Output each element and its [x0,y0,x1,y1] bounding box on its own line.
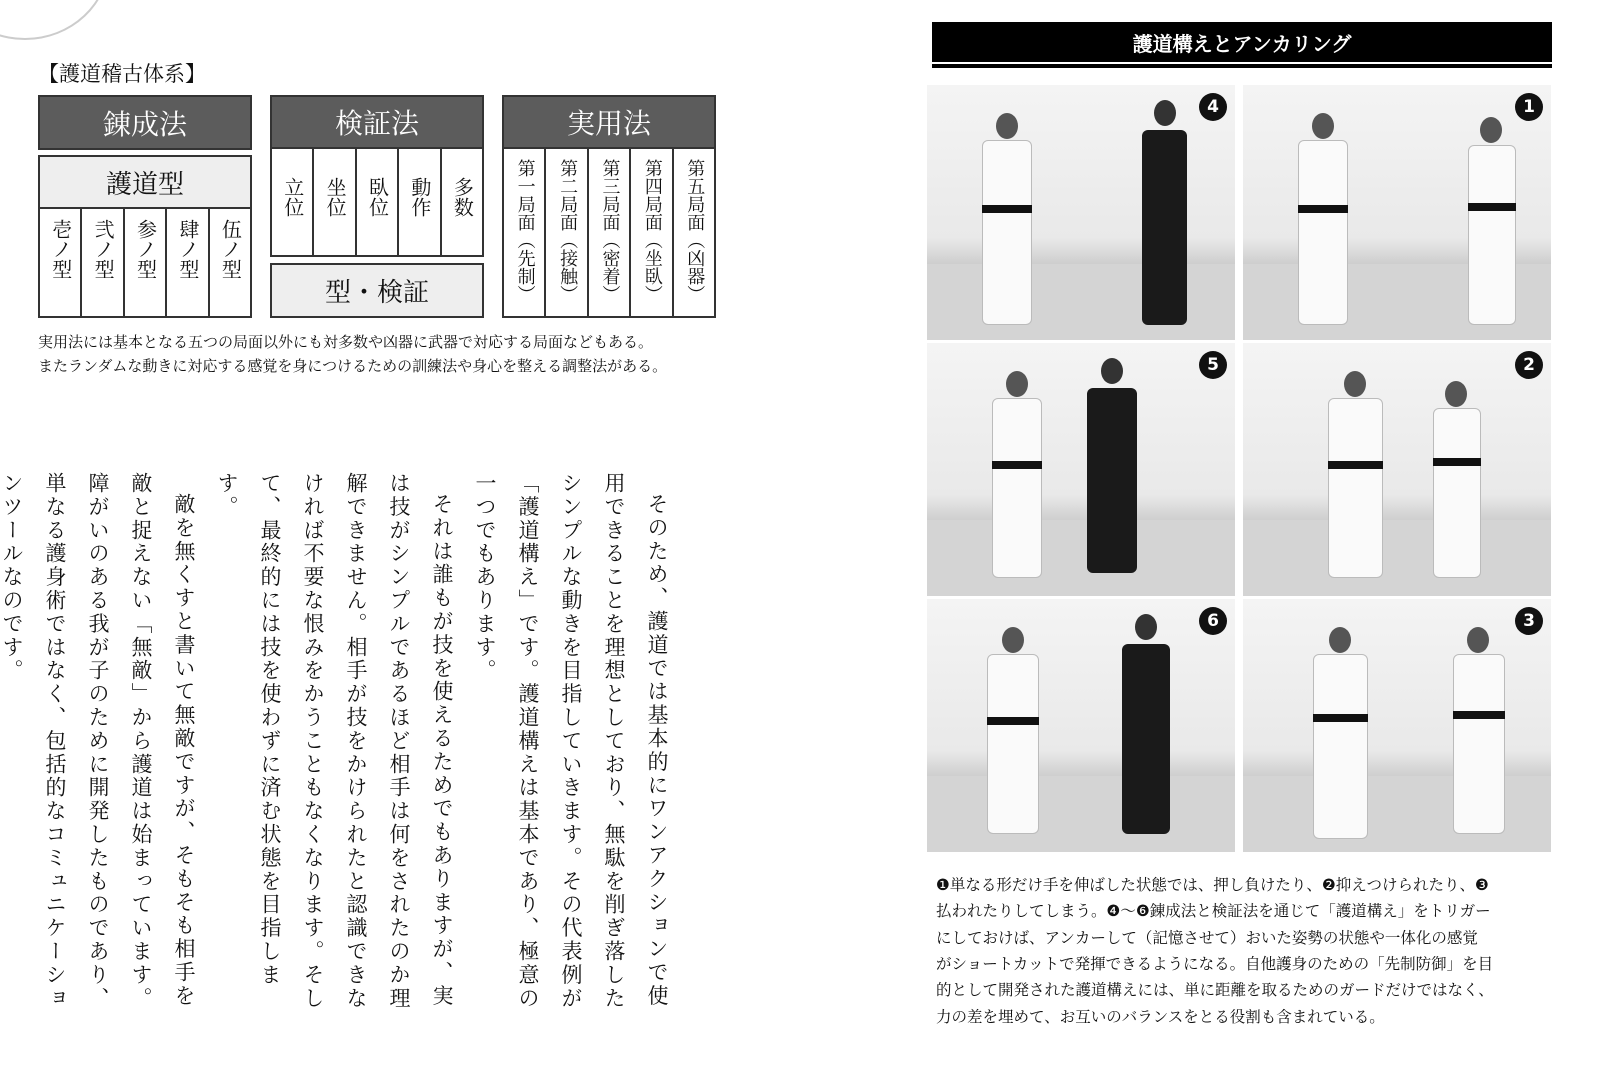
phase-cell: 第二局面（接触） [544,149,586,316]
head [996,113,1018,139]
phase-cell: 第一局面（先制） [514,159,536,303]
caption-line: 的として開発された護道構えには、単に距離を取るためのガードだけではなく、 [936,981,1494,1000]
kensho-cell: 立位 [280,177,305,217]
person-white [1313,654,1368,839]
photo-1 [1243,85,1551,340]
black-belt [992,461,1042,469]
system-caption [38,330,758,378]
head [1312,113,1334,139]
person-black [1142,130,1187,325]
kata-kensho-block [270,263,484,318]
person-white [1328,398,1383,578]
kensho-cell: 多数 [440,149,482,255]
kensho-cell: 動作 [397,149,439,255]
caption-line: がショートカットで発揮できるようになる。自他護身のための「先制防御」を目 [936,955,1494,974]
kata-cell: 壱ノ型 [48,219,73,279]
head [1344,371,1366,397]
person-white [1433,408,1481,578]
head [1002,627,1024,653]
kensho-cell: 坐位 [312,149,354,255]
black-belt [1313,714,1368,722]
person-white [1298,140,1348,325]
head [1467,627,1489,653]
caption-line: 力の差を埋めて、お互いのバランスをとる役割も含まれている。 [936,1007,1385,1026]
phase-cell: 第三局面（密着） [587,149,629,316]
gododata-block [38,155,252,318]
photo-5 [927,343,1235,596]
black-belt [1298,205,1348,213]
person-white [1468,145,1516,325]
black-belt [982,205,1032,213]
photo-number-badge: 6 [1199,607,1227,635]
black-belt [1468,203,1516,211]
black-belt [987,717,1039,725]
renseiho-block [38,95,252,150]
head [1154,100,1176,126]
person-black [1087,388,1137,573]
kata-cell: 参ノ型 [123,209,165,316]
person-white [992,398,1042,578]
head [1329,627,1351,653]
kensho-cell: 臥位 [355,149,397,255]
caption-line: にしておけば、アンカーして（記憶させて）おいた姿勢の状態や一体化の感覚 [936,928,1478,947]
head [1101,358,1123,384]
kata-cell: 伍ノ型 [208,209,250,316]
photo-number-badge: 3 [1515,607,1543,635]
jitsuyoho-head: 実用法 [504,97,714,149]
system-title: 【護道稽古体系】 [38,62,206,86]
body-paragraph: 敵を無くすと書いて無敵ですが、そもそも相手を敵と捉えない「無敵」から護道は始まっています。障がいのある我が子のために開発したものであり、単なる護身術ではなく、包括的なコミュニケーションツールなのです。 [0,472,196,1011]
head [1445,381,1467,407]
kenshoho-head: 検証法 [272,97,482,149]
jitsuyoho-block [502,95,716,318]
kata-cell: 肆ノ型 [165,209,207,316]
godo-kata-head: 護道型 [40,157,250,209]
kata-kensho-label: 型・検証 [272,265,482,316]
caption-line: またランダムな動きに対応する感覚を身につけるための訓練法や身心を整える調整法がある。 [38,357,668,375]
kata-cell: 弐ノ型 [80,209,122,316]
photo-caption [936,872,1556,1030]
black-belt [1328,461,1383,469]
person-white [982,140,1032,325]
body-paragraph: それは誰もが技を使えるためでもありますが、実は技がシンプルであるほど相手は何をされたのか理解できません。相手が技をかけられたと認識できなければ不要な恨みをかうこともなくなります。そして、最終的には技を使わずに済む状態を目指します。 [215,472,454,1011]
phase-cell: 第五局面（凶器） [672,149,714,316]
head [1480,117,1502,143]
person-white [987,654,1039,834]
photo-2 [1243,343,1551,596]
caption-line: 実用法には基本となる五つの局面以外にも対多数や凶器に武器で対応する局面などもある。 [38,333,654,351]
photo-3 [1243,599,1551,852]
kenshoho-block [270,95,484,257]
black-belt [1453,711,1505,719]
body-paragraph: そのため、護道では基本的にワンアクションで使用できることを理想としており、無駄を削ぎ落したシンプルな動きを目指していきます。その代表例が「護道構え」です。護道構えは基本であり、極意の一つでもあります。 [473,472,669,1011]
black-belt [1433,458,1481,466]
caption-line: 払われたりしてしまう。❹～❻錬成法と検証法を通じて「護道構え」をトリガー [936,902,1491,921]
head [1135,614,1157,640]
photo-number-badge: 5 [1199,351,1227,379]
person-black [1122,644,1170,834]
phase-cell: 第四局面（坐臥） [629,149,671,316]
body-text [0,472,678,1012]
corner-decoration [0,0,110,40]
renseiho-head: 錬成法 [40,97,250,148]
person-white [1453,654,1505,834]
section-rule [932,64,1552,68]
head [1006,371,1028,397]
photo-number-badge: 1 [1515,93,1543,121]
caption-line: ❶単なる形だけ手を伸ばした状態では、押し負けたり、❷抑えつけられたり、❸ [936,876,1489,894]
photo-4 [927,85,1235,340]
photo-6 [927,599,1235,852]
section-title: 護道構えとアンカリング [932,22,1552,62]
photo-number-badge: 2 [1515,351,1543,379]
photo-number-badge: 4 [1199,93,1227,121]
